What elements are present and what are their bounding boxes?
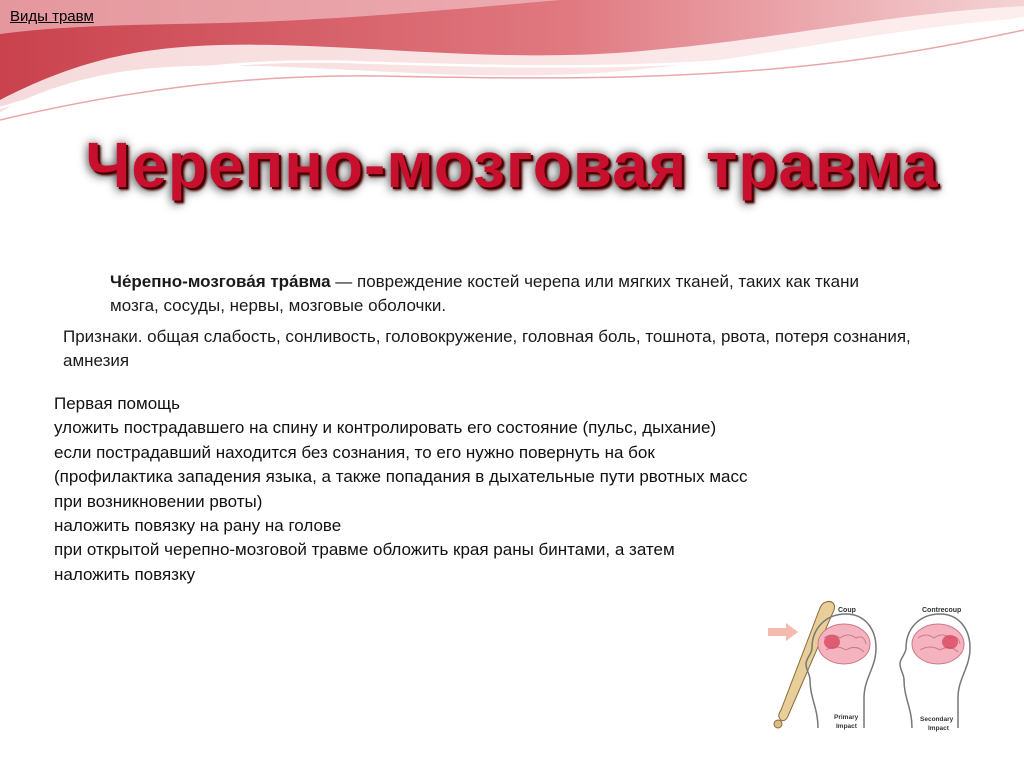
first-aid-heading: Первая помощь [54, 394, 180, 413]
first-aid-line: наложить повязку [54, 564, 196, 584]
contrecoup-label: Contrecoup [922, 607, 962, 614]
first-aid-line: при возникновении рвоты) [54, 491, 263, 511]
head-profile-contrecoup-icon [900, 614, 970, 728]
definition-text: — повреждение костей черепа или мягких тканей, таких как ткани мозга, сосуды, нервы, мозговые оболочки. [110, 272, 859, 315]
primary-impact-label-line1: Primary [834, 714, 859, 721]
first-aid-line: уложить пострадавшего на спину и контролировать его состояние (пульс, дыхание) [54, 418, 717, 438]
first-aid-line: если пострадавший находится без сознания, то его нужно повернуть на бок [54, 442, 655, 462]
definition-term: Че́репно-мозгова́я тра́вма [110, 272, 331, 291]
secondary-impact-label-line2: Impact [928, 725, 949, 732]
header-wave-decoration [0, 0, 1024, 130]
symptoms-paragraph: Признаки. общая слабость, сонливость, головокружение, головная боль, тошнота, рвота, потеря сознания, амнезия [63, 327, 911, 370]
page-title: Черепно-мозговая травма [85, 129, 939, 201]
first-aid-line: при открытой черепно-мозговой травме обложить края раны бинтами, а затем [54, 540, 675, 560]
coup-label: Coup [838, 607, 856, 614]
first-aid-line: наложить повязку на рану на голове [54, 516, 342, 536]
first-aid-list [54, 392, 934, 587]
primary-impact-label-line2: Impact [836, 723, 857, 730]
head-profile-coup-icon [806, 614, 876, 728]
coup-contrecoup-illustration [760, 598, 980, 738]
breadcrumb-link-injury-types[interactable]: Виды травм [10, 8, 94, 25]
definition-paragraph [110, 270, 910, 318]
first-aid-line: (профилактика западения языка, а также попадания в дыхательные пути рвотных масс [54, 467, 748, 487]
secondary-impact-label-line1: Secondary [920, 716, 954, 723]
impact-arrow-icon [768, 623, 798, 641]
